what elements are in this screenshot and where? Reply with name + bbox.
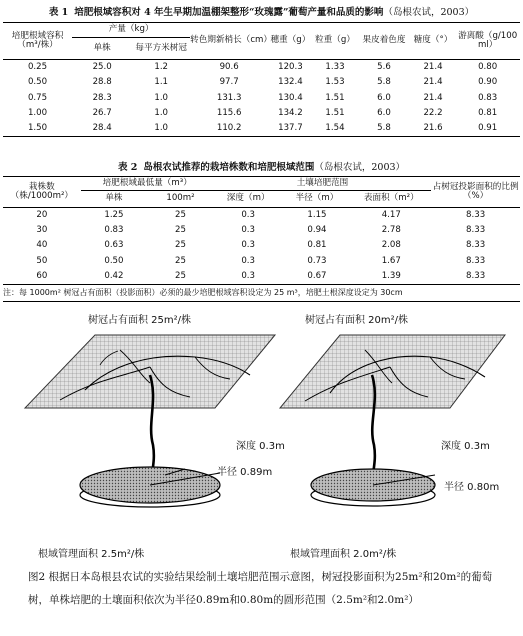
cell: 0.91 <box>478 123 498 134</box>
cell: 1.50 <box>27 123 48 134</box>
cell: 50 <box>36 255 48 266</box>
cell: 21.4 <box>423 62 443 73</box>
t1-header-volume: 培肥根域容积（m³/株） <box>3 23 72 60</box>
table-row <box>3 208 520 224</box>
cell: 1.25 <box>104 210 124 221</box>
left-canopy <box>25 335 275 408</box>
table-row <box>3 91 520 106</box>
divider <box>3 301 520 302</box>
cell: 0.67 <box>307 270 327 281</box>
cell: 0.3 <box>241 225 255 236</box>
t2-header-range: 土壤培肥范围 <box>214 177 431 191</box>
cell: 0.42 <box>104 270 124 281</box>
cell: 0.81 <box>307 240 327 251</box>
cell: 1.00 <box>27 108 48 119</box>
right-canopy <box>280 335 505 408</box>
root-zone-diagram <box>0 305 523 565</box>
table2-note: 注：每 1000m² 树冠占有面积（投影面积）必须的最少培肥根域容积设定为 25 m³，培肥土根深度设定为 30cm <box>3 288 403 297</box>
right-crown-label: 树冠占有面积 20m²/株 <box>305 315 409 326</box>
t1-header-sugar: 糖度（°） <box>411 23 456 60</box>
t2-header-ratio: 占树冠投影面积的比例（%） <box>431 177 520 208</box>
cell: 130.4 <box>278 92 303 103</box>
cell: 0.3 <box>241 210 255 221</box>
cell: 0.3 <box>241 240 255 251</box>
table-row <box>3 269 520 285</box>
cell: 1.39 <box>381 270 401 281</box>
cell: 1.67 <box>381 255 401 266</box>
t1-header-skin: 果皮着色度 <box>357 23 410 60</box>
cell: 2.78 <box>381 225 401 236</box>
cell: 110.2 <box>216 123 242 134</box>
cell: 40 <box>36 240 48 251</box>
cell: 0.75 <box>27 92 48 103</box>
cell: 25 <box>175 255 186 266</box>
right-depth-label: 深度 0.3m <box>441 441 490 452</box>
cell: 6.0 <box>377 92 391 103</box>
right-radius-label: 半径 0.80m <box>444 482 500 493</box>
table-row <box>3 75 520 90</box>
cell: 8.33 <box>466 270 486 281</box>
cell: 0.73 <box>307 255 327 266</box>
cell: 1.51 <box>325 108 345 119</box>
t1-header-acid: 游离酸（g/100 ml） <box>455 23 520 60</box>
cell: 25 <box>175 225 186 236</box>
left-depth-label: 深度 0.3m <box>236 441 285 452</box>
table2-label: 表 2 <box>117 162 138 173</box>
cell: 97.7 <box>219 77 239 88</box>
cell: 60 <box>36 270 48 281</box>
cell: 1.53 <box>325 77 345 88</box>
cell: 8.33 <box>466 255 486 266</box>
table-row <box>3 238 520 253</box>
cell: 26.7 <box>92 108 112 119</box>
left-area-label: 根域管理面积 2.5m²/株 <box>38 549 145 560</box>
cell: 132.4 <box>278 77 303 88</box>
cell: 0.80 <box>478 62 498 73</box>
cell: 21.4 <box>423 92 443 103</box>
cell: 28.3 <box>92 92 112 103</box>
cell: 21.6 <box>423 123 443 134</box>
right-root-zone <box>311 469 435 506</box>
table1-label: 表 1 <box>48 7 69 18</box>
left-radius-label: 半径 0.89m <box>217 467 273 478</box>
t1-header-yield: 产量（kg） <box>72 23 190 38</box>
cell: 4.17 <box>381 210 401 221</box>
cell: 1.1 <box>154 77 169 88</box>
cell: 21.4 <box>423 77 443 88</box>
left-crown-label: 树冠占有面积 25m²/株 <box>88 315 192 326</box>
cell: 8.33 <box>466 240 486 251</box>
cell: 0.83 <box>104 225 124 236</box>
t2-header-depth: 深度（m） <box>214 191 283 208</box>
cell: 5.8 <box>377 77 391 88</box>
table1-title: 培肥根域容积对 4 年生早期加温棚架整形“玫瑰露”葡萄产量和品质的影响 <box>74 7 384 18</box>
cell: 1.15 <box>307 210 327 221</box>
cell: 2.08 <box>381 240 401 251</box>
table-row <box>3 60 520 76</box>
table-row <box>3 254 520 269</box>
table-row <box>3 121 520 137</box>
cell: 25 <box>175 210 186 221</box>
cell: 8.33 <box>466 210 486 221</box>
table-row <box>3 223 520 238</box>
cell: 1.54 <box>325 123 345 134</box>
cell: 131.3 <box>216 92 242 103</box>
cell: 1.0 <box>154 108 169 119</box>
cell: 0.50 <box>104 255 124 266</box>
left-root-zone <box>80 467 220 507</box>
cell: 1.33 <box>325 62 345 73</box>
cell: 22.2 <box>423 108 443 119</box>
table1 <box>3 22 520 137</box>
table1-caption <box>0 4 523 18</box>
cell: 6.0 <box>377 108 391 119</box>
cell: 115.6 <box>216 108 242 119</box>
cell: 25 <box>175 270 186 281</box>
table-row <box>3 106 520 121</box>
cell: 0.90 <box>478 77 498 88</box>
table2 <box>3 176 520 285</box>
cell: 0.3 <box>241 270 255 281</box>
t2-header-per-plant: 单株 <box>81 191 148 208</box>
cell: 5.6 <box>377 62 391 73</box>
table2-title: 岛根农试推荐的栽培株数和培肥根域范围 <box>143 162 315 173</box>
cell: 8.33 <box>466 225 486 236</box>
t2-header-plants: 栽株数（株/1000m²） <box>3 177 81 208</box>
table2-source: （岛根农试，2003） <box>314 162 406 173</box>
t2-header-area: 表面积（m²） <box>351 191 431 208</box>
cell: 90.6 <box>219 62 239 73</box>
t2-header-min: 培肥根域最低量（m³） <box>81 177 214 191</box>
cell: 28.4 <box>92 123 112 134</box>
cell: 5.8 <box>377 123 391 134</box>
cell: 1.0 <box>154 92 169 103</box>
table2-caption <box>0 159 523 173</box>
cell: 0.81 <box>478 108 498 119</box>
cell: 1.51 <box>325 92 345 103</box>
cell: 25.0 <box>92 62 112 73</box>
cell: 134.2 <box>278 108 303 119</box>
t1-header-shoot: 转色期新梢长（cm） <box>190 23 268 60</box>
right-area-label: 根域管理面积 2.0m²/株 <box>290 549 397 560</box>
cell: 25 <box>175 240 186 251</box>
cell: 0.94 <box>307 225 327 236</box>
cell: 0.25 <box>27 62 48 73</box>
cell: 0.50 <box>27 77 48 88</box>
cell: 120.3 <box>278 62 303 73</box>
table1-source: （岛根农试，2003） <box>383 7 475 18</box>
cell: 20 <box>36 210 48 221</box>
cell: 0.3 <box>241 255 255 266</box>
t1-header-per-plant: 单株 <box>72 38 132 60</box>
cell: 30 <box>36 225 48 236</box>
cell: 28.8 <box>92 77 112 88</box>
t2-header-radius: 半径（m） <box>283 191 352 208</box>
cell: 0.83 <box>478 92 498 103</box>
cell: 137.7 <box>278 123 303 134</box>
t1-header-cluster: 穗重（g） <box>268 23 313 60</box>
figure-caption: 图2 根据日本岛根县农试的实验结果绘制土壤培肥范围示意图，树冠投影面积为25m²和20m²的葡萄树，单株培肥的土壤面积依次为半径0.89m和0.80m的圆形范围（2.5m²和2.0m²） <box>28 571 493 606</box>
cell: 1.0 <box>154 123 169 134</box>
cell: 0.63 <box>104 240 124 251</box>
t2-header-per-100: 100m² <box>147 191 214 208</box>
t1-header-berry: 粒重（g） <box>313 23 358 60</box>
cell: 1.2 <box>154 62 169 73</box>
t1-header-per-m2: 每平方米树冠 <box>132 38 190 60</box>
